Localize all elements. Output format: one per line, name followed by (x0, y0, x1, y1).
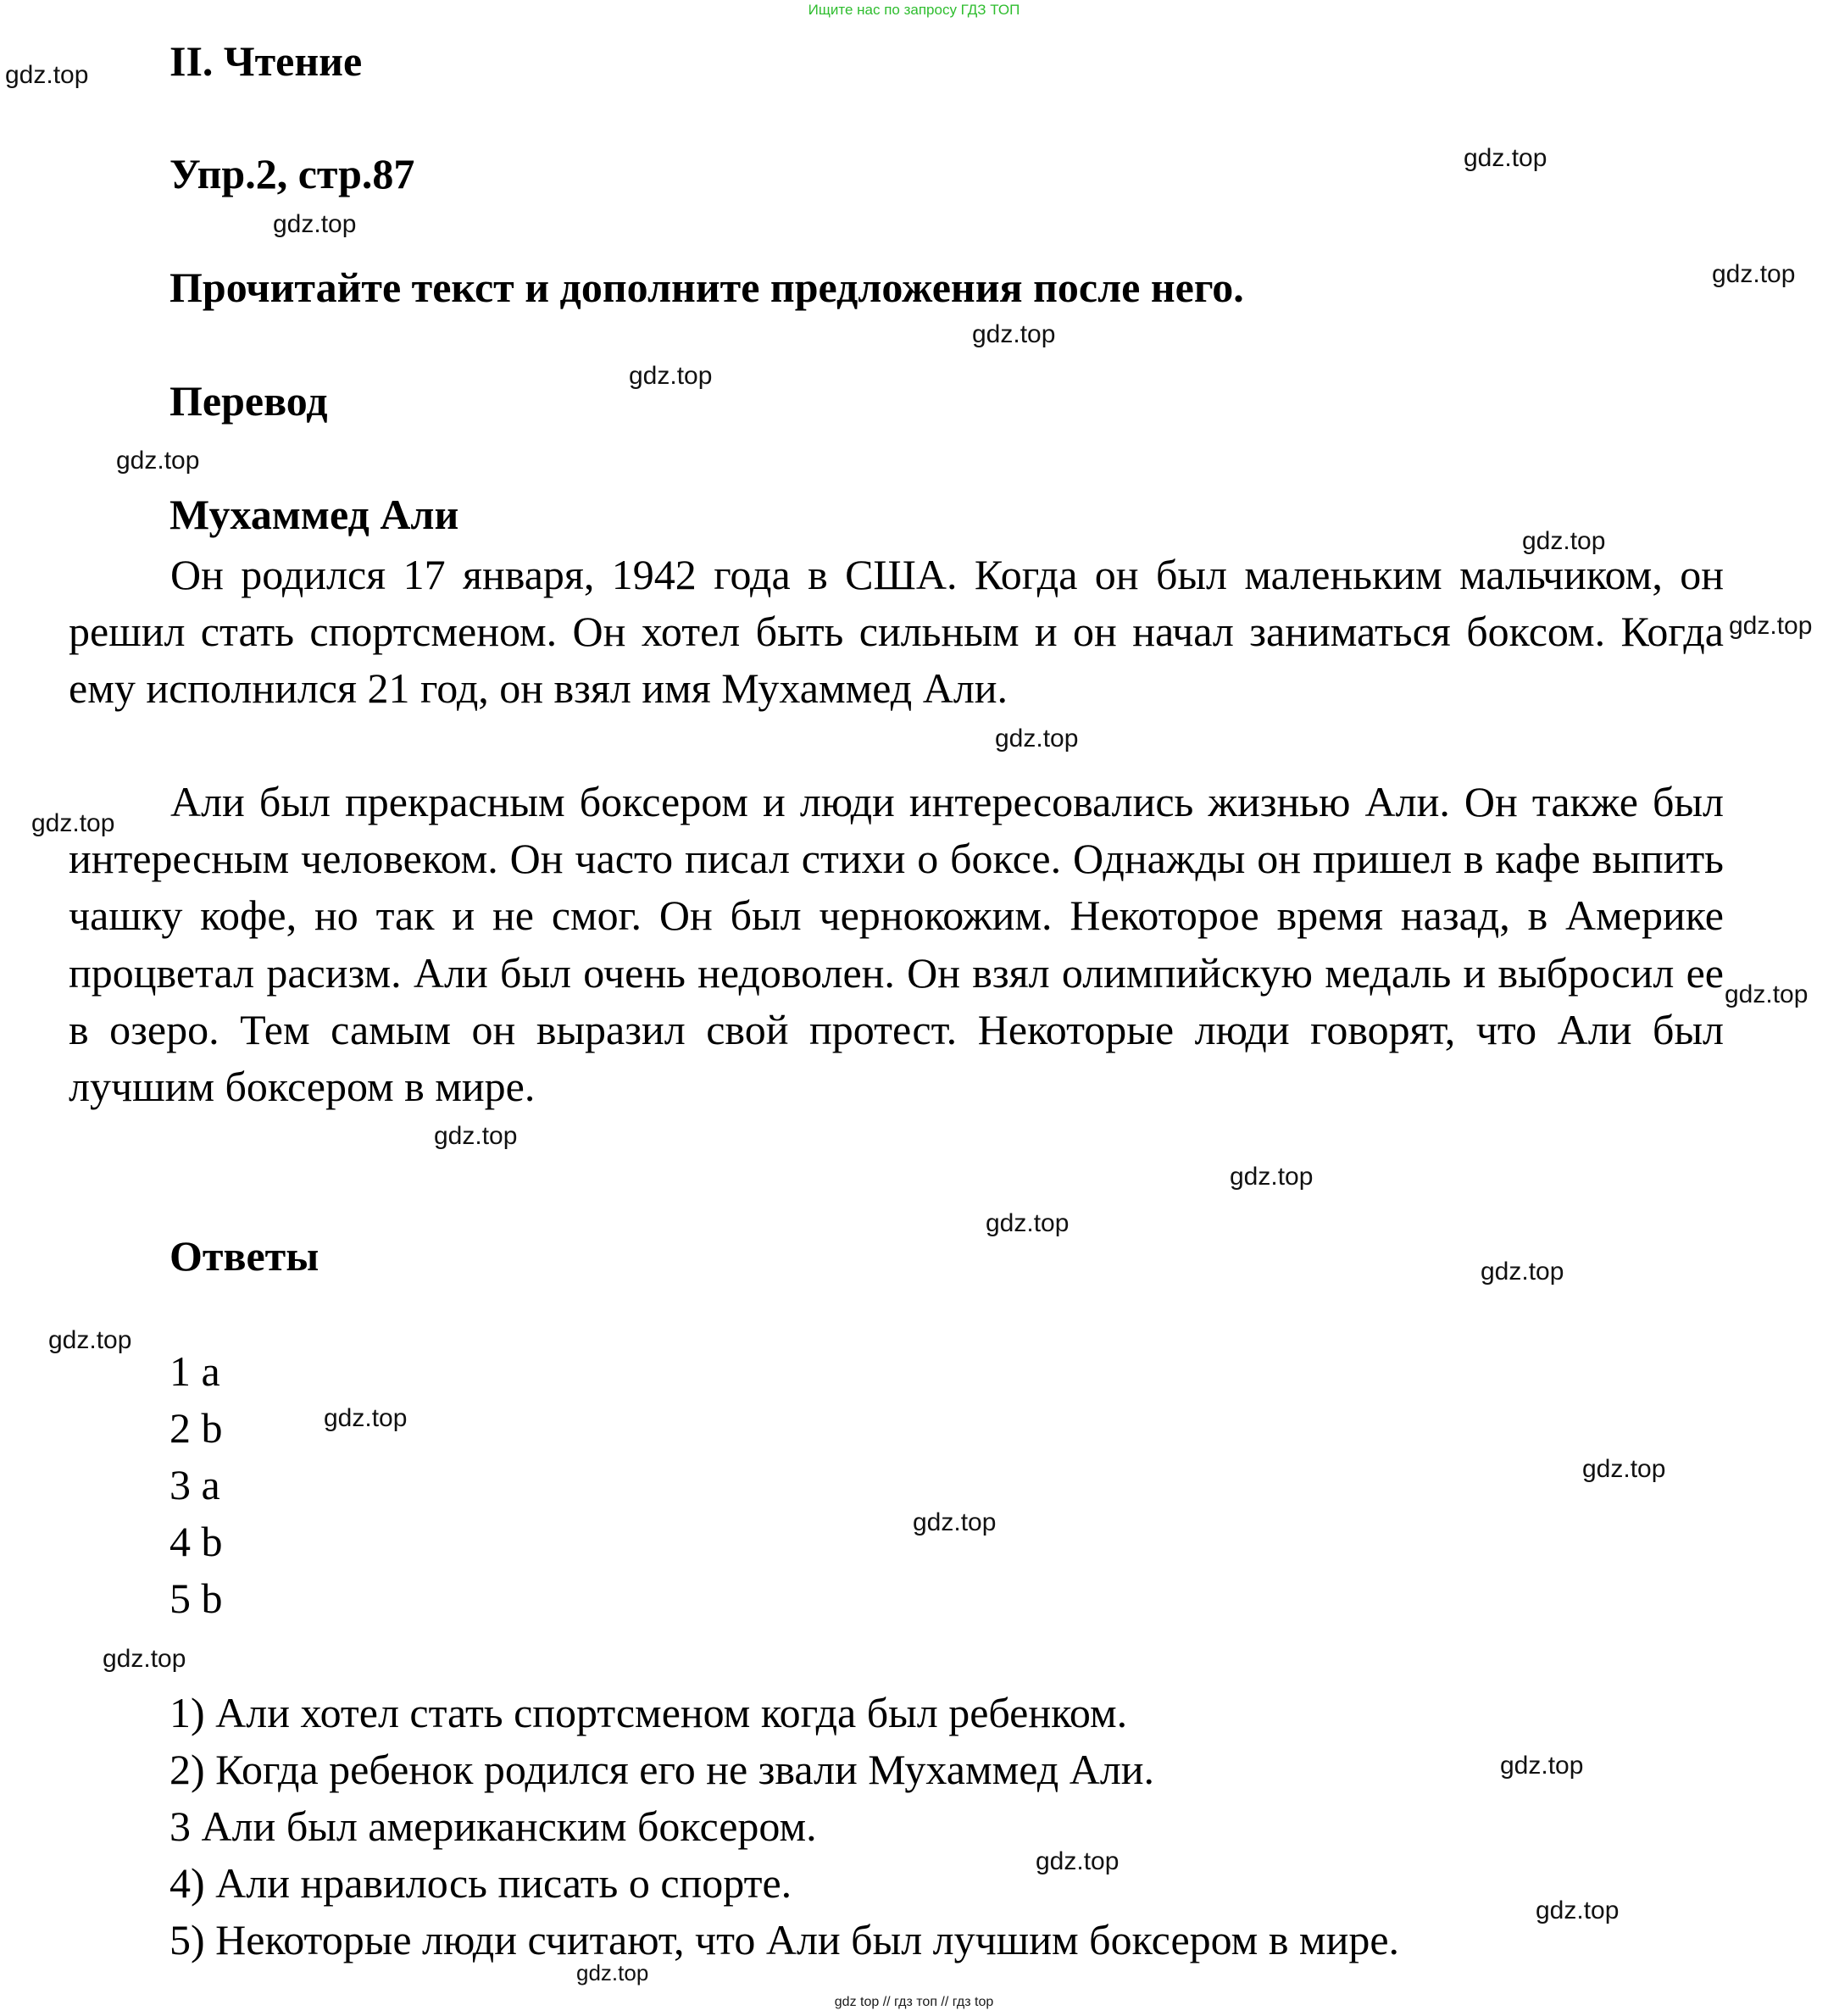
answers-list (169, 1343, 223, 1627)
watermark: gdz.top (986, 1209, 1070, 1237)
watermark: gdz.top (1729, 612, 1813, 640)
answer-item: 5 b (169, 1574, 223, 1622)
sentence-item: 5) Некоторые люди считают, что Али был лучшим боксером в мире. (169, 1916, 1400, 1963)
sentence-item: 4) Али нравилось писать о спорте. (169, 1859, 792, 1907)
watermark: gdz.top (31, 809, 115, 837)
bottom-banner: gdz top // гдз топ // гдз top (834, 1995, 994, 2009)
story-paragraph-1: Он родился 17 января, 1942 года в США. Когда он был маленьким мальчиком, он решил стать спортсменом. Он хотел быть сильным и он начал заниматься боксом. Когда ему исполнился 21 год, он взял имя Мухаммед Али. (69, 551, 1724, 713)
watermark: gdz.top (1582, 1455, 1666, 1483)
watermark: gdz.top (434, 1122, 518, 1150)
watermark: gdz.top (324, 1404, 408, 1432)
watermark: gdz.top (972, 320, 1056, 348)
sentence-item: 3 Али был американским боксером. (169, 1802, 817, 1850)
watermark: gdz.top (1464, 144, 1547, 172)
watermark: gdz.top (1036, 1847, 1120, 1875)
watermark: gdz.top (1725, 980, 1809, 1008)
watermark: gdz.top (1500, 1752, 1584, 1780)
answer-item: 4 b (169, 1518, 223, 1565)
story-title: Мухаммед Али (169, 491, 459, 538)
watermark: gdz.top (116, 447, 200, 475)
completed-sentences (169, 1685, 1399, 1969)
watermark: gdz.top (1712, 260, 1796, 288)
answers-heading: Ответы (169, 1232, 319, 1280)
exercise-title: Упр.2, стр.87 (169, 150, 415, 197)
watermark: gdz.top (1481, 1258, 1564, 1286)
watermark: gdz.top (995, 725, 1079, 753)
watermark: gdz.top (5, 61, 89, 89)
watermark: gdz.top (913, 1508, 997, 1536)
watermark: gdz.top (103, 1645, 186, 1673)
answer-item: 1 a (169, 1347, 220, 1395)
watermark: gdz.top (629, 362, 713, 390)
story-paragraph-2: Али был прекрасным боксером и люди интересовались жизнью Али. Он также был интересным человеком. Он часто писал стихи о боксе. Однажды он пришел в кафе выпить чашку кофе, но так и не смог. Он был чернокожим. Некоторое время назад, в Америке процветал расизм. Али был очень недоволен. Он взял олимпийскую медаль и выбросил ее в озеро. Тем самым он выразил свой протест. Некоторые люди говорят, что Али был лучшим боксером в мире. (69, 778, 1724, 1111)
translation-heading: Перевод (169, 377, 328, 425)
watermark: gdz.top (48, 1326, 132, 1354)
watermark: gdz.top (1536, 1897, 1620, 1924)
sentence-item: 2) Когда ребенок родился его не звали Мухаммед Али. (169, 1746, 1155, 1793)
answer-item: 2 b (169, 1404, 223, 1452)
instruction: Прочитайте текст и дополните предложения после него. (169, 264, 1244, 311)
top-banner: Ищите нас по запросу ГДЗ ТОП (808, 2, 1020, 18)
sentence-item: 1) Али хотел стать спортсменом когда был ребенком. (169, 1689, 1128, 1736)
watermark: gdz.top (1230, 1163, 1314, 1191)
section-title: II. Чтение (169, 37, 363, 85)
watermark: gdz.top (576, 1960, 649, 1985)
answer-item: 3 a (169, 1461, 220, 1508)
watermark: gdz.top (273, 210, 357, 238)
watermark: gdz.top (1522, 527, 1606, 555)
